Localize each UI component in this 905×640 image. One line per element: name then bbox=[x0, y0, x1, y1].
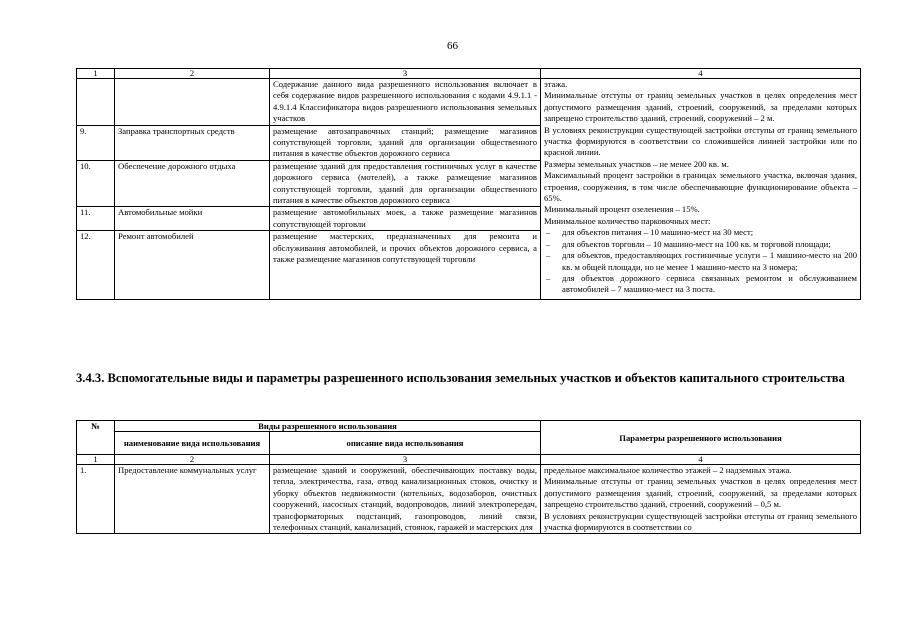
col-number: 4 bbox=[541, 455, 861, 465]
header-use-description: описание вида использования bbox=[270, 432, 541, 455]
col-number: 1 bbox=[77, 455, 115, 465]
parking-list bbox=[544, 227, 857, 295]
col-number: 4 bbox=[541, 69, 861, 79]
list-item: – для объектов, предоставляющих гостиничные услуги – 1 машино-место на 200 кв. м общей площади, но не менее 1 машино-место на 3 номера; bbox=[544, 250, 857, 273]
parameters-cell bbox=[541, 79, 861, 300]
use-description: Содержание данного вида разрешенного использования включает в себя содержание видов разрешенного использования с кодами 4.9.1.1 - 4.9.1.4 Классификатора видов разрешенного использования земельных участков bbox=[270, 79, 541, 126]
param-text: Минимальные отступы от границ земельных участков в целях определения мест допустимого размещения зданий, строений, сооружений, за пределами которых запрещено строительство зданий, строений, сооружений – 0,5 м. bbox=[544, 476, 858, 510]
col-number: 2 bbox=[115, 455, 270, 465]
use-name: Заправка транспортных средств bbox=[115, 125, 270, 160]
param-text: этажа. bbox=[544, 79, 568, 89]
table-main-types bbox=[76, 68, 861, 300]
use-name: Автомобильные мойки bbox=[115, 207, 270, 231]
list-item: – для объектов торговли – 10 машино-мест на 100 кв. м торговой площади; bbox=[544, 239, 857, 250]
param-text: Минимальные отступы от границ земельных участков в целях определения мест допустимого размещения зданий, строений, сооружений, за пределами которых запрещено строительство зданий, строений, сооружений – 2 м. bbox=[544, 90, 857, 124]
param-text: В условиях реконструкции существующей застройки отступы от границ земельного участка формируются в соответствии со сложившейся линией застройки или по красной линии. bbox=[544, 124, 857, 158]
page-number: 66 bbox=[447, 40, 458, 52]
col-number: 3 bbox=[270, 455, 541, 465]
param-text: В условиях реконструкции существующей застройки отступы от границ земельного участка формируются в соответствии со bbox=[544, 510, 858, 533]
row-number: 10. bbox=[77, 160, 115, 207]
section-heading: 3.4.3. Вспомогательные виды и параметры разрешенного использования земельных участков и объектов капитального строительства bbox=[76, 371, 845, 385]
col-number: 3 bbox=[270, 69, 541, 79]
table-header-row bbox=[77, 421, 861, 432]
table-column-numbers bbox=[77, 69, 861, 79]
table-row bbox=[77, 465, 861, 534]
row-number: 12. bbox=[77, 231, 115, 300]
table-column-numbers bbox=[77, 455, 861, 465]
row-number: 11. bbox=[77, 207, 115, 231]
parameters-cell bbox=[541, 465, 861, 534]
use-name: Обеспечение дорожного отдыха bbox=[115, 160, 270, 207]
use-description: размещение зданий для предоставления гостиничных услуг в качестве дорожного сервиса (мотелей), а также размещение магазинов сопутствующей торговли, зданий для организации общественного питания в качестве объектов дорожного сервиса bbox=[270, 160, 541, 207]
param-text: Размеры земельных участков – не менее 200 кв. м. bbox=[544, 158, 729, 169]
param-text: Максимальный процент застройки в границах земельного участка, включая здания, строения, сооружения, в том числе обеспечивающие функционирование объекта – 65%. bbox=[544, 170, 857, 204]
col-number: 1 bbox=[77, 69, 115, 79]
use-description: размещение зданий и сооружений, обеспечивающих поставку воды, тепла, электричества, газа, отвод канализационных стоков, очистку и уборку объектов недвижимости (котельных, водозаборов, очистных сооружений, насосных станций, водопроводов, линий электропередач, трансформаторных подстанций, газопроводов, линий связи, телефонных станций, канализаций, стоянок, гаражей и мастерских для bbox=[270, 465, 541, 534]
table-row bbox=[77, 79, 861, 126]
header-number: № bbox=[77, 421, 115, 455]
param-text: Минимальный процент озеленения – 15%. bbox=[544, 204, 700, 215]
list-item: – для объектов дорожного сервиса связанных ремонтом и обслуживанием автомобилей – 7 машино-мест на 3 поста. bbox=[544, 273, 857, 296]
header-use-types: Виды разрешенного использования bbox=[115, 421, 541, 432]
list-item: – для объектов питания – 10 машино-мест на 30 мест; bbox=[544, 227, 857, 238]
header-parameters: Параметры разрешенного использования bbox=[541, 421, 861, 455]
table-auxiliary-types bbox=[76, 420, 861, 534]
use-name: Ремонт автомобилей bbox=[115, 231, 270, 300]
use-description: размещение автозаправочных станций; размещение магазинов сопутствующей торговли, зданий для организации общественного питания в качестве объектов дорожного сервиса bbox=[270, 125, 541, 160]
param-text: предельное максимальное количество этажей – 2 надземных этажа. bbox=[544, 465, 792, 475]
use-description: размещение автомобильных моек, а также размещение магазинов сопутствующей торговли bbox=[270, 207, 541, 231]
use-name: Предоставление коммунальных услуг bbox=[115, 465, 270, 534]
param-text: Минимальное количество парковочных мест: bbox=[544, 215, 711, 226]
col-number: 2 bbox=[115, 69, 270, 79]
use-description: размещение мастерских, предназначенных для ремонта и обслуживания автомобилей, и прочих объектов дорожного сервиса, а также размещение магазинов сопутствующей торговли bbox=[270, 231, 541, 300]
row-number: 1. bbox=[77, 465, 115, 534]
header-use-name: наименование вида использования bbox=[115, 432, 270, 455]
row-number: 9. bbox=[77, 125, 115, 160]
